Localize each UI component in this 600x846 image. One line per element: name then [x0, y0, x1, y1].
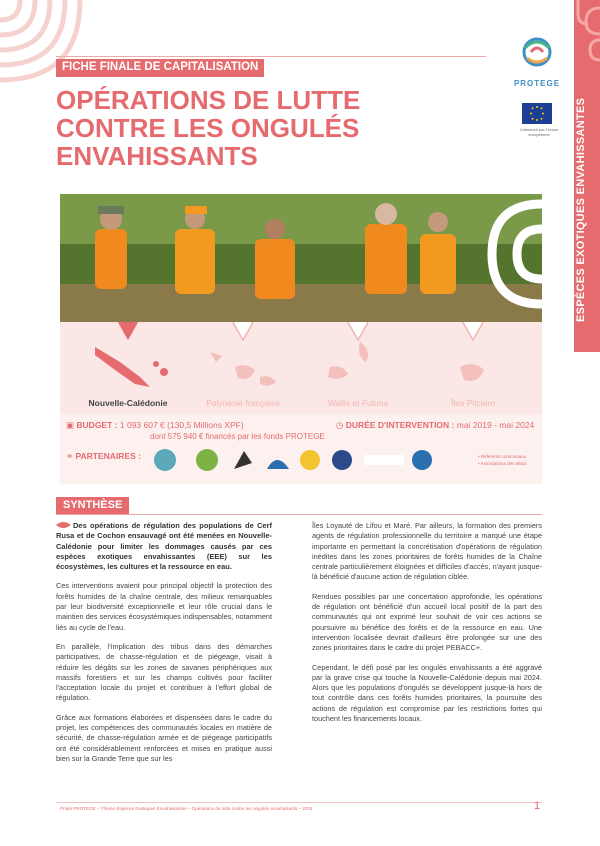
leaf-icon: [56, 521, 71, 529]
synthese-intro-paragraph: Des opérations de régulation des populations de Cerf Rusa et de Cochon ensauvagé ont été menées en Nouvelle-Calédonie pour limiter les dommages causés par ces espèces exotiques envahissantes (EEE) sur les écosystèmes, les cultures et la ressource en eau.: [56, 521, 272, 572]
synthese-paragraph: Ces interventions avaient pour principal objectif la protection des forêts humides de la chaîne centrale, des milieux remarquables par leur biodiversité exceptionnelle et leur rôle crucial dans le maintien des services écosystémiques indispensables, notamment liés au cycle de l'eau.: [56, 581, 272, 632]
footer-rule: [56, 802, 542, 803]
budget-label: BUDGET :: [76, 420, 118, 430]
synthese-column-right: [312, 521, 542, 733]
synthese-paragraph: En parallèle, l'implication des tribus dans des démarches participatives, de chasse-régulation et de piégeage, visait à réduire les dégâts sur les zones de savanes périphériques aux massifs forestiers et sur les champs cultivés pour faciliter l'acceptation locale du projet et contribuer à l'effort global de régulation.: [56, 641, 272, 703]
clock-icon: ◷: [336, 420, 346, 430]
protege-logo-icon: [517, 34, 557, 74]
partners-note: [478, 453, 527, 467]
side-category-tab: [574, 0, 600, 352]
territory-label-nouvelle-caledonie: Nouvelle-Calédonie: [88, 398, 168, 408]
synthese-paragraph: Rendues possibles par une concertation approfondie, les opérations de régulation ont bénéficié d'un accueil local positif de la part des communautés qui ont exprimé leur souhait de voir ces actions se poursuivre au bénéfice des forêts et de la ressource en eau. Une intervention localisée devrait d'ailleurs être prolongée sur une des zones prioritaires dans le cadre du projet PEBACC+.: [312, 591, 542, 653]
title-line: CONTRE LES ONGULÉS: [56, 113, 360, 143]
synthese-rule: [56, 514, 542, 515]
budget-subline: dont 575 940 € financés par les fonds PROTEGE: [150, 432, 325, 441]
duration-label: DURÉE D'INTERVENTION :: [345, 420, 455, 430]
protege-logo: [512, 34, 562, 96]
synthese-paragraph: Grâce aux formations élaborées et dispensées dans le cadre du projet, les compétences des communautés locales en matière de sécurité, de chasse-régulation armée et de piégeage participatifs ont été considérablement renforcées et mises en pratique aussi bien sur la Grande Terre que sur les: [56, 712, 272, 763]
page-footer: Projet PROTEGE – Thème Espèces Exotiques Envahissantes – Opérations de lutte contre les ongulés envahissants – 2024.: [60, 806, 314, 811]
synthese-column-left: [56, 521, 272, 773]
header-rule: [56, 56, 486, 57]
side-tab-label: ESPÈCES EXOTIQUES ENVAHISSANTES: [575, 97, 587, 323]
partners-label: PARTENAIRES :: [75, 451, 141, 461]
budget-icon: ▣: [66, 420, 77, 430]
page-number: 1: [534, 800, 541, 812]
territory-label-polynesie: Polynésie française: [206, 398, 280, 408]
synthese-heading: SYNTHÈSE: [56, 497, 129, 514]
photo-pattern-decoration: [462, 194, 542, 322]
side-pattern-decoration: [574, 0, 600, 70]
partner-logos-row: [152, 447, 452, 475]
document-type-badge: FICHE FINALE DE CAPITALISATION: [56, 59, 264, 77]
partners-note-line: • Référents communaux: [478, 454, 527, 459]
eu-caption: Cofinancé par l'Union européenne: [519, 127, 559, 137]
partners-note-line: • Associations des tribus: [478, 461, 527, 466]
budget-line: [66, 420, 244, 431]
title-line: ENVAHISSANTS: [56, 141, 258, 171]
title-line: OPÉRATIONS DE LUTTE: [56, 85, 361, 115]
duration-value: mai 2019 - mai 2024: [456, 420, 535, 430]
partners-line: [66, 451, 141, 462]
synthese-paragraph: Îles Loyauté de Lifou et Maré. Par ailleurs, la formation des premiers agents de régulation professionnelle du territoire a marqué une étape importante en permettant la concrétisation d'opérations de régulation inédites dans les zones prioritaires de forêts humides de la Chaîne centrale particulièrement éloignées et difficiles d'accès, n'ayant jusque-là bénéficié d'aucune action de régulation ciblée.: [312, 521, 542, 582]
eu-flag-icon: [522, 103, 552, 124]
territory-label-wallis: Wallis et Futuna: [327, 398, 389, 408]
handshake-icon: ⚭: [66, 451, 76, 461]
budget-value: 1 093 607 € (130,5 Millions XPF): [119, 420, 244, 430]
page-title: [56, 86, 476, 170]
logo-wordmark: PROTEGE: [513, 79, 561, 88]
duration-line: [336, 420, 534, 431]
synthese-paragraph: Cependant, le défi posé par les ongulés envahissants a été aggravé par la grave crise qui touche la Nouvelle-Calédonie depuis mai 2024. Alors que les populations d'ongulés se développent jusque-là hors de tout contrôle dans ces forêts humides prioritaires, la poursuite des actions de régulation est compromise par les restrictions fortes qui touchent les financements locaux.: [312, 662, 542, 724]
territory-label-pitcairn: Îles Pitcairn: [451, 398, 495, 408]
